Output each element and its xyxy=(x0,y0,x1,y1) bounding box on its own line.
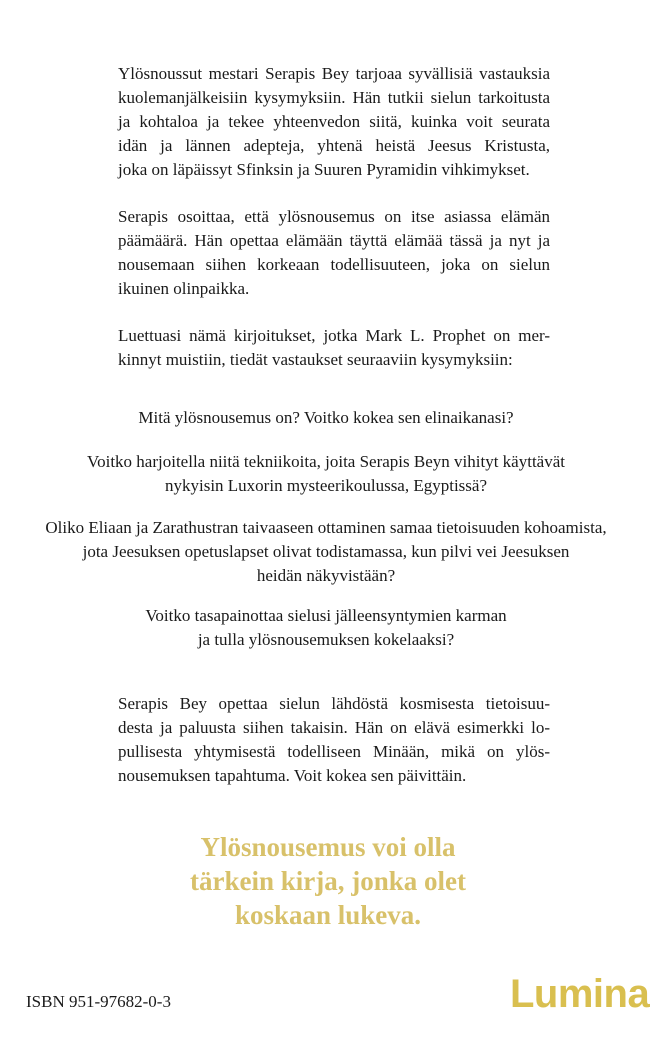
text-line: Voitko tasapainottaa sielusi jälleensyntymien karman xyxy=(145,606,507,625)
text-line: nousemuksen tapahtuma. Voit kokea sen päivittäin. xyxy=(118,766,467,785)
text-line: ja kohtaloa ja tekee yhteenvedon siitä, kuinka voit seurata xyxy=(118,112,550,131)
tagline-line: tärkein kirja, jonka olet xyxy=(190,866,466,896)
text-line: joka on läpäissyt Sfinksin ja Suuren Pyramidin vihkimykset. xyxy=(118,160,530,179)
text-line: Voitko harjoitella niitä tekniikoita, joita Serapis Beyn vihityt käyttävät xyxy=(87,452,565,471)
text-line: idän ja lännen adepteja, yhtenä heistä Jeesus Kristusta, xyxy=(118,136,550,155)
isbn: ISBN 951-97682-0-3 xyxy=(26,992,171,1011)
text-line: päämäärä. Hän opettaa elämään täyttä elämää tässä ja nyt ja xyxy=(118,231,550,250)
paragraph-questions-intro xyxy=(118,324,550,372)
tagline xyxy=(120,830,536,932)
text-line: pullisesta yhtymisestä todelliseen Minään, mikä on ylös- xyxy=(118,742,550,761)
question-4 xyxy=(20,604,632,652)
text-line: Ylösnoussut mestari Serapis Bey tarjoaa syvällisiä vastauksia xyxy=(118,64,550,83)
tagline-line: koskaan lukeva. xyxy=(234,900,422,930)
text-line: ikuinen olinpaikka. xyxy=(118,279,250,298)
text-line: Serapis osoittaa, että ylösnousemus on itse asiassa elämän xyxy=(118,207,550,226)
text-line: nousemaan siihen korkeaan todellisuuteen, joka on sielun xyxy=(118,255,550,274)
text-line: kinnyt muistiin, tiedät vastaukset seuraaviin kysymyksiin: xyxy=(118,350,513,369)
paragraph-purpose xyxy=(118,205,550,301)
question-1 xyxy=(20,406,632,430)
tagline-line: Ylösnousemus voi olla xyxy=(200,832,456,862)
text-line: Oliko Eliaan ja Zarathustran taivaaseen ottaminen samaa tietoisuuden kohoamista, xyxy=(45,518,607,537)
text-line: heidän näkyvistään? xyxy=(256,566,396,585)
paragraph-closing xyxy=(118,692,550,788)
text-line: nykyisin Luxorin mysteerikoulussa, Egyptissä? xyxy=(164,476,488,495)
question-2 xyxy=(20,450,632,498)
text-line: kuolemanjälkeisiin kysymyksiin. Hän tutkii sielun tarkoitusta xyxy=(118,88,550,107)
text-line: Mitä ylösnousemus on? Voitko kokea sen elinaikanasi? xyxy=(138,408,514,427)
paragraph-intro xyxy=(118,62,550,182)
question-3 xyxy=(20,516,632,588)
text-line: ja tulla ylösnousemuksen kokelaaksi? xyxy=(197,630,455,649)
text-line: Luettuasi nämä kirjoitukset, jotka Mark L. Prophet on mer- xyxy=(118,326,550,345)
publisher-logo: Lumina xyxy=(510,972,650,1016)
text-line: desta ja paluusta siihen takaisin. Hän on elävä esimerkki lo- xyxy=(118,718,550,737)
text-line: jota Jeesuksen opetuslapset olivat todistamassa, kun pilvi vei Jeesuksen xyxy=(82,542,570,561)
text-line: Serapis Bey opettaa sielun lähdöstä kosmisesta tietoisuu- xyxy=(118,694,550,713)
